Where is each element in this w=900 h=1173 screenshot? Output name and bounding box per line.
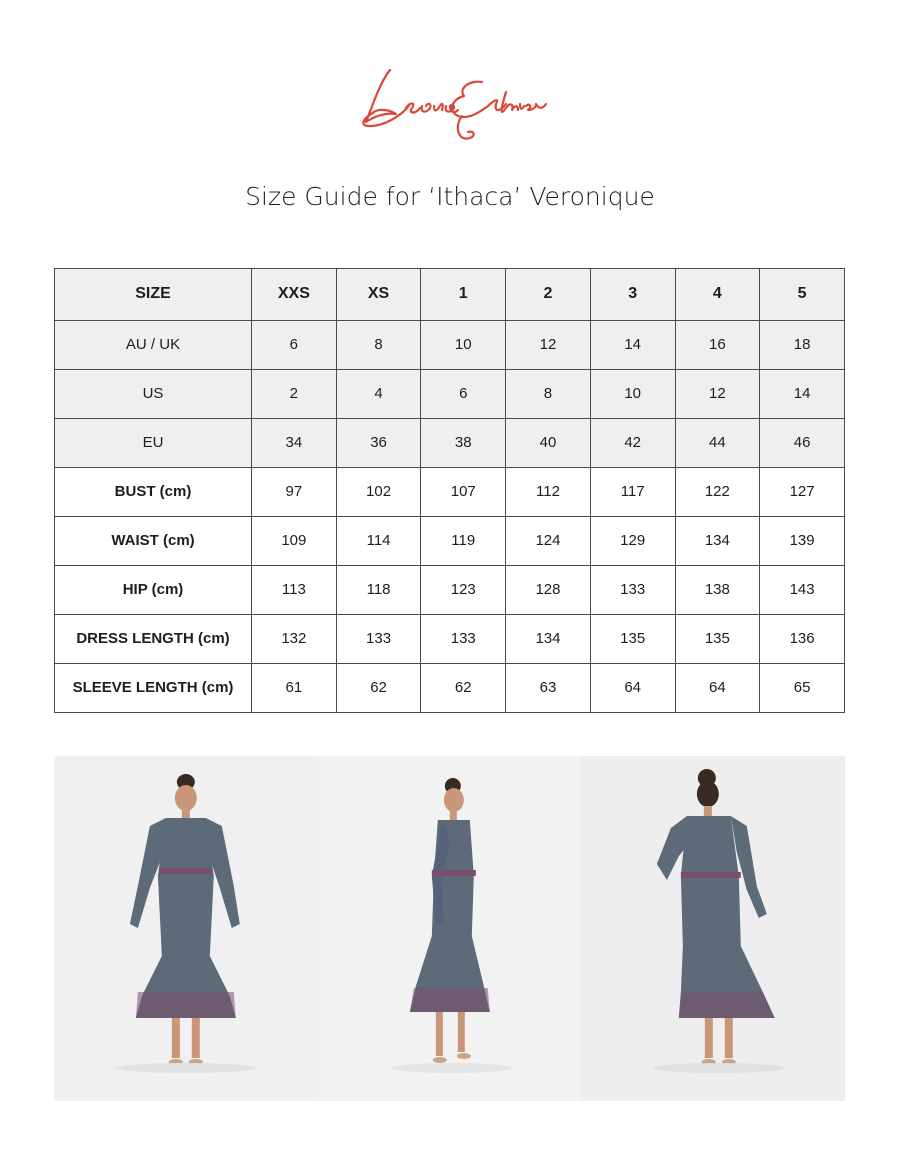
row-label: US xyxy=(55,369,252,418)
table-row xyxy=(55,320,845,369)
table-cell: 133 xyxy=(421,614,506,663)
row-label: HIP (cm) xyxy=(55,565,252,614)
row-label: SLEEVE LENGTH (cm) xyxy=(55,663,252,712)
size-chart-table xyxy=(54,268,845,713)
table-cell: 12 xyxy=(506,320,591,369)
photo-side-view xyxy=(318,756,582,1101)
table-cell: 138 xyxy=(675,565,760,614)
table-cell: 16 xyxy=(675,320,760,369)
table-cell: 135 xyxy=(675,614,760,663)
table-row xyxy=(55,369,845,418)
table-cell: 143 xyxy=(760,565,845,614)
table-cell: 38 xyxy=(421,418,506,467)
table-cell: 129 xyxy=(590,516,675,565)
header-cell-5: 5 xyxy=(760,269,845,321)
table-cell: 18 xyxy=(760,320,845,369)
table-cell: 134 xyxy=(506,614,591,663)
table-cell: 122 xyxy=(675,467,760,516)
table-row xyxy=(55,418,845,467)
table-cell: 124 xyxy=(506,516,591,565)
table-row xyxy=(55,565,845,614)
table-cell: 44 xyxy=(675,418,760,467)
table-cell: 128 xyxy=(506,565,591,614)
row-label: WAIST (cm) xyxy=(55,516,252,565)
table-cell: 8 xyxy=(336,320,421,369)
table-row xyxy=(55,516,845,565)
table-cell: 64 xyxy=(675,663,760,712)
row-label: BUST (cm) xyxy=(55,467,252,516)
table-cell: 102 xyxy=(336,467,421,516)
table-cell: 139 xyxy=(760,516,845,565)
table-cell: 4 xyxy=(336,369,421,418)
table-cell: 133 xyxy=(590,565,675,614)
table-cell: 14 xyxy=(590,320,675,369)
photo-front-view xyxy=(54,756,318,1101)
brand-logo xyxy=(350,52,550,152)
header-cell-2: 2 xyxy=(506,269,591,321)
table-cell: 46 xyxy=(760,418,845,467)
header-cell-3: 3 xyxy=(590,269,675,321)
table-cell: 133 xyxy=(336,614,421,663)
table-cell: 136 xyxy=(760,614,845,663)
table-cell: 10 xyxy=(590,369,675,418)
table-cell: 65 xyxy=(760,663,845,712)
table-cell: 109 xyxy=(252,516,337,565)
table-cell: 132 xyxy=(252,614,337,663)
table-header-row xyxy=(55,269,845,321)
table-cell: 117 xyxy=(590,467,675,516)
table-cell: 34 xyxy=(252,418,337,467)
row-label: AU / UK xyxy=(55,320,252,369)
table-cell: 40 xyxy=(506,418,591,467)
table-cell: 107 xyxy=(421,467,506,516)
page-title: Size Guide for ‘Ithaca’ Veronique xyxy=(245,182,655,211)
table-cell: 62 xyxy=(421,663,506,712)
table-cell: 134 xyxy=(675,516,760,565)
brand-logo-script xyxy=(350,52,550,152)
table-cell: 2 xyxy=(252,369,337,418)
table-cell: 64 xyxy=(590,663,675,712)
table-cell: 118 xyxy=(336,565,421,614)
table-cell: 62 xyxy=(336,663,421,712)
table-cell: 113 xyxy=(252,565,337,614)
header-cell-1: 1 xyxy=(421,269,506,321)
table-cell: 112 xyxy=(506,467,591,516)
header-cell-size: SIZE xyxy=(55,269,252,321)
table-cell: 42 xyxy=(590,418,675,467)
table-cell: 10 xyxy=(421,320,506,369)
table-cell: 36 xyxy=(336,418,421,467)
table-cell: 97 xyxy=(252,467,337,516)
table-cell: 127 xyxy=(760,467,845,516)
row-label: DRESS LENGTH (cm) xyxy=(55,614,252,663)
table-row xyxy=(55,614,845,663)
row-label: EU xyxy=(55,418,252,467)
table-cell: 14 xyxy=(760,369,845,418)
product-photos xyxy=(54,756,845,1101)
header-cell-xs: XS xyxy=(336,269,421,321)
table-row xyxy=(55,467,845,516)
header-cell-xxs: XXS xyxy=(252,269,337,321)
photo-back-view xyxy=(581,756,845,1101)
table-cell: 119 xyxy=(421,516,506,565)
table-cell: 6 xyxy=(421,369,506,418)
table-cell: 61 xyxy=(252,663,337,712)
header-cell-4: 4 xyxy=(675,269,760,321)
table-cell: 135 xyxy=(590,614,675,663)
table-cell: 6 xyxy=(252,320,337,369)
table-cell: 114 xyxy=(336,516,421,565)
table-row xyxy=(55,663,845,712)
table-cell: 12 xyxy=(675,369,760,418)
table-cell: 123 xyxy=(421,565,506,614)
table-cell: 63 xyxy=(506,663,591,712)
table-cell: 8 xyxy=(506,369,591,418)
